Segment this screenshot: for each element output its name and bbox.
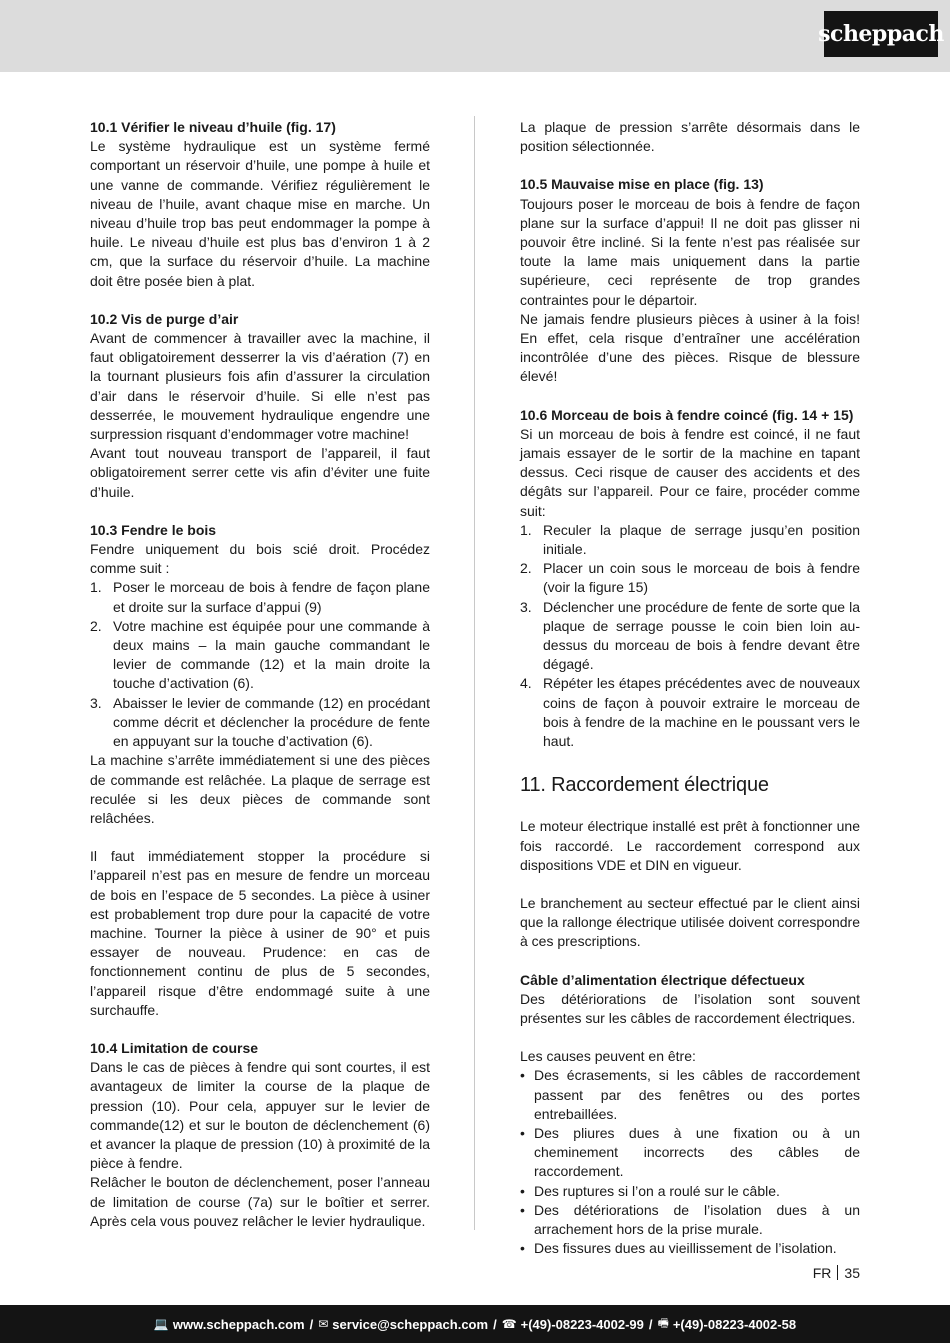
- paragraph: Des détériorations de l’isolation sont souvent présentes sur les câbles de raccordement électriques.: [520, 990, 860, 1026]
- bullet: •: [520, 1124, 525, 1141]
- section-10-2: [90, 310, 430, 502]
- bullet: •: [520, 1201, 525, 1218]
- list-item: [520, 674, 860, 751]
- list-item: [90, 617, 430, 694]
- cause-text: Des fissures dues au vieillissement de l’isolation.: [534, 1240, 837, 1257]
- list-item: [520, 521, 860, 559]
- causes-list: [520, 1066, 860, 1258]
- step-text: Placer un coin sous le morceau de bois à fendre (voir la figure 15): [543, 560, 860, 596]
- step-list: [90, 578, 430, 751]
- footer-fax: [658, 1314, 797, 1335]
- bullet: •: [520, 1240, 525, 1257]
- cause-text: Des pliures dues à une fixation ou à un cheminement incorrects des câbles de raccordement.: [534, 1124, 860, 1180]
- paragraph: La plaque de pression s’arrête désormais dans le position sélectionnée.: [520, 119, 860, 155]
- section-title: 10.3 Fendre le bois: [90, 521, 217, 538]
- paragraph: Toujours poser le morceau de bois à fendre de façon plane sur la surface d’appui! Il ne doit pas glisser ni pouvoir être incliné. Si la fente n’est pas réalisée sur toute la lame mais uniquement dans la partie supérieure, ceci représente de trop grandes contraintes pour le départoir.: [520, 195, 860, 308]
- list-item: [520, 559, 860, 597]
- list-item: [90, 694, 430, 752]
- section-10-6: [520, 406, 860, 752]
- list-item: [520, 1124, 860, 1182]
- bullet: •: [520, 1067, 525, 1084]
- section-10-5: [520, 175, 860, 386]
- list-item: [520, 1182, 860, 1201]
- step-number: 1.: [520, 521, 532, 538]
- step-number: 4.: [520, 675, 532, 692]
- section-title: 10.1 Vérifier le niveau d’huile (fig. 17): [90, 119, 336, 135]
- cause-text: Des détériorations de l’isolation dues à un arrachement hors de la prise murale.: [534, 1201, 860, 1237]
- header-band: [0, 0, 950, 72]
- computer-icon: 💻: [153, 1317, 169, 1331]
- footer-website[interactable]: [154, 1317, 305, 1332]
- section-10-1: [90, 118, 430, 291]
- page-number: [813, 1264, 860, 1283]
- footer-separator: /: [648, 1316, 653, 1332]
- footer-phone[interactable]: [502, 1317, 644, 1332]
- page-separator: [837, 1265, 838, 1280]
- paragraph: Avant de commencer à travailler avec la machine, il faut obligatoirement desserrer la vis d’aération (7) en la tournant plusieurs fois afin d’assurer la circulation d’air dans le réservoir d’huile. Si elle n’est pas desserrée, le mouvement hydraulique engendre une surpression risquant d’endommager votre machine!: [90, 330, 430, 443]
- section-cable: [520, 971, 860, 1259]
- list-item: [520, 598, 860, 675]
- fax-text: +(49)-08223-4002-58: [672, 1316, 797, 1332]
- mail-icon: ✉: [318, 1317, 329, 1331]
- phone-text: +(49)-08223-4002-99: [520, 1316, 644, 1332]
- website-text: www.scheppach.com: [172, 1316, 305, 1332]
- section-10-3: [90, 521, 430, 1020]
- brand-name: scheppach: [818, 21, 944, 47]
- footer-separator: /: [309, 1316, 314, 1332]
- page-number-value: 35: [844, 1265, 860, 1281]
- list-item: [520, 1239, 860, 1258]
- paragraph: Avant tout nouveau transport de l’appareil, il faut obligatoirement serrer cette vis afin d’éviter une fuite d’huile.: [90, 445, 430, 500]
- brand-logo: [818, 11, 944, 57]
- step-text: Répéter les étapes précédentes avec de nouveaux coins de façon à pouvoir extraire le morceau de bois à fendre de la machine en le poussant vers le haut.: [543, 675, 860, 750]
- step-text: Votre machine est équipée pour une commande à deux mains – la main gauche commandant le levier de commande (12) et la main droite la touche d’activation (6).: [113, 617, 430, 692]
- step-number: 2.: [520, 560, 532, 577]
- spacer: [90, 828, 430, 847]
- paragraph: Relâcher le bouton de déclenchement, poser l’anneau de limitation de course (7a) sur le boîtier et serrer. Après cela vous pouvez relâcher le levier hydraulique.: [90, 1174, 430, 1229]
- paragraph: Si un morceau de bois à fendre est coincé, il ne faut jamais essayer de le sortir de la machine en tapant dessus. Ceci risque de causer des accidents et des dégâts sur l’appareil. Pour ce faire, procéder comme suit:: [520, 425, 860, 519]
- step-number: 3.: [520, 598, 532, 615]
- section-title: 10.4 Limitation de course: [90, 1039, 259, 1056]
- step-number: 1.: [90, 579, 102, 596]
- section-title: 10.6 Morceau de bois à fendre coincé (fig. 14 + 15): [520, 406, 854, 423]
- section-title: 10.2 Vis de purge d’air: [90, 310, 239, 327]
- fax-icon: 🖷: [657, 1315, 669, 1330]
- paragraph: Les causes peuvent en être:: [520, 1048, 696, 1065]
- footer-email[interactable]: [318, 1317, 488, 1332]
- section-title: Câble d’alimentation électrique défectueux: [520, 971, 805, 988]
- warning-paragraph: Il faut immédiatement stopper la procédure si l’appareil n’est pas en mesure de fendre un morceau de bois en l’espace de 5 secondes. La pièce à usiner est probablement trop dure pour la capacité de votre machine. Tourner la pièce à usiner de 90° et puis essayer de nouveau. Prudence: en cas de fonctionnement continu de plus de 5 secondes, l’appareil risque d’être endommagé suite à une surchauffe.: [90, 848, 430, 1018]
- section-10-4: [90, 1039, 430, 1231]
- step-number: 3.: [90, 694, 102, 711]
- paragraph: Le moteur électrique installé est prêt à fonctionner une fois raccordé. Le raccordement correspond aux dispositions VDE et DIN en vigueur.: [520, 818, 860, 873]
- footer-separator: /: [493, 1316, 497, 1332]
- right-column: [520, 118, 860, 1258]
- left-column: [90, 118, 430, 1231]
- paragraph: Dans le cas de pièces à fendre qui sont courtes, il est avantageux de limiter la course de la plaque de pression (10). Pour cela, appuyer sur le levier de commande(12) et sur le bouton de déclenchement (6) et avancer la plaque de pression (10) à proximité de la pièce à fendre.: [90, 1059, 430, 1172]
- list-item: [90, 578, 430, 616]
- step-text: Abaisser le levier de commande (12) en procédant comme décrit et déclencher la procédure de fente en appuyant sur la touche d’activation (6).: [113, 694, 430, 750]
- step-number: 2.: [90, 617, 102, 634]
- paragraph: Ne jamais fendre plusieurs pièces à usiner à la fois! En effet, cela risque d’entraîner une accélération incontrôlée d’une des pièces. Risque de blessure élevé!: [520, 310, 860, 385]
- step-text: Reculer la plaque de serrage jusqu’en position initiale.: [543, 521, 860, 558]
- paragraph: Fendre uniquement du bois scié droit. Procédez comme suit :: [90, 541, 430, 577]
- paragraph: Le système hydraulique est un système fermé comportant un réservoir d’huile, une pompe à huile et une vanne de commande. Vérifiez régulièrement le niveau de l’huile, avant chaque mise en marche. Un niveau d’huile trop bas peut endommager la pompe à huile. Le niveau d’huile est plus bas d’environ 1 à 2 cm, que la surface du réservoir d’huile. La machine doit être posée bien à plat.: [90, 138, 430, 289]
- chapter-title: 11. Raccordement électrique: [520, 774, 769, 797]
- cause-text: Des écrasements, si les câbles de raccordement passent par des fenêtres ou des portes entrebaillées.: [534, 1067, 860, 1122]
- step-list: [520, 521, 860, 751]
- paragraph: La machine s’arrête immédiatement si une des pièces de commande est relâchée. La plaque de serrage est reculée si les deux pièces de commande sont relâchées.: [90, 752, 430, 826]
- column-divider: [474, 116, 475, 1230]
- step-text: Déclencher une procédure de fente de sorte que la plaque de serrage pousse le coin bien loin au-dessus du morceau de bois à fendre devant être dégagé.: [543, 598, 860, 673]
- paragraph: Le branchement au secteur effectué par le client ainsi que la rallonge électrique utilisée doivent correspondre à ces prescriptions.: [520, 894, 860, 950]
- footer-bar: [0, 1305, 950, 1343]
- language-code: FR: [812, 1265, 832, 1281]
- section-title: 10.5 Mauvaise mise en place (fig. 13): [520, 176, 764, 193]
- spacer: [520, 875, 860, 894]
- email-text: service@scheppach.com: [332, 1316, 489, 1332]
- phone-icon: ☎: [501, 1317, 517, 1331]
- cause-text: Des ruptures si l’on a roulé sur le câble.: [534, 1182, 780, 1199]
- spacer: [520, 1028, 860, 1047]
- list-item: [520, 1066, 860, 1124]
- list-item: [520, 1201, 860, 1239]
- step-text: Poser le morceau de bois à fendre de façon plane et droite sur la surface d’appui (9): [113, 579, 430, 615]
- bullet: •: [520, 1182, 525, 1199]
